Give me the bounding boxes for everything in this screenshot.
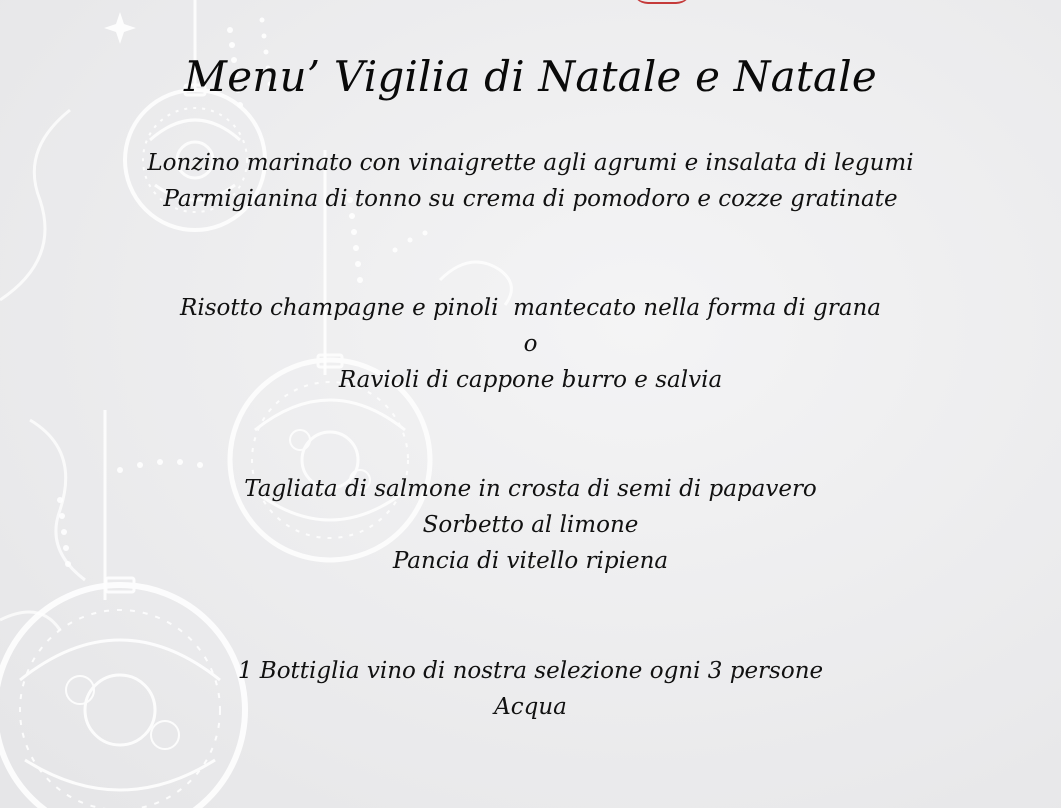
menu-item: Sorbetto al limone [422, 512, 639, 538]
menu-item: Acqua [494, 694, 567, 720]
menu-item: Parmigianina di tonno su crema di pomodoro e cozze gratinate [163, 186, 898, 212]
menu-item: Ravioli di cappone burro e salvia [338, 367, 723, 393]
menu-item: Pancia di vitello ripiena [392, 548, 669, 574]
menu-item: Risotto champagne e pinoli mantecato nella forma di grana [180, 295, 881, 321]
menu-item: Tagliata di salmone in crosta di semi di papavero [244, 476, 817, 502]
menu-title: Menu’ Vigilia di Natale e Natale [184, 52, 877, 101]
menu-item: Lonzino marinato con vinaigrette agli agrumi e insalata di legumi [147, 150, 914, 176]
menu-item: 1 Bottiglia vino di nostra selezione ogni 3 persone [237, 658, 824, 684]
menu-item-separator: o [523, 331, 538, 357]
